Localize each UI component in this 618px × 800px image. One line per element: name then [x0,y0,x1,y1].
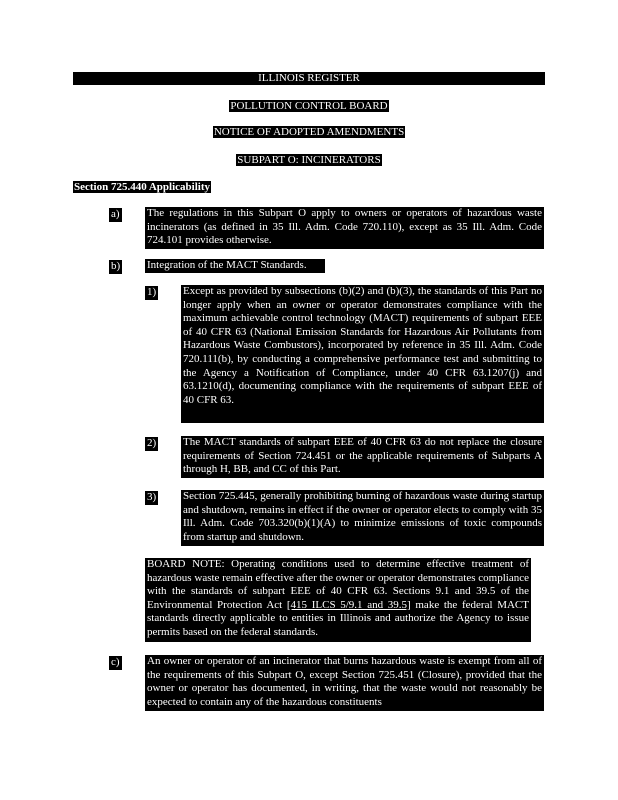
item-b-label: b) [111,260,121,272]
item-b2-text: The MACT standards of subpart EEE of 40 CFR 63 do not replace the closure requirements of Section 724.451 or the applicable requirements of Subparts A through H, BB, and CC of this Part. [181,436,544,478]
item-b1-text: Except as provided by subsections (b)(2) and (b)(3), the standards of this Part no longer apply when an owner or operator demonstrates compliance with the maximum achievable control technology (MACT) requirements of subpart EEE of 40 CFR 63 (National Emission Standards for Hazardous Air Pollutants from Hazardous Waste Combustors), incorporated by reference in 35 Ill. Adm. Code 720.111(b), by conducting a comprehensive performance test and submitting to the Agency a Notification of Compliance, under 40 CFR 63.1207(j) and 63.1210(d), documenting compliance with the requirements of subpart EEE of 40 CFR 63. [181,285,544,423]
item-b3-label: 3) [147,491,157,503]
item-a-text: The regulations in this Subpart O apply to owners or operators of hazardous waste incinerators (as defined in 35 Ill. Adm. Code 720.110), except as 35 Ill. Adm. Code 724.101 provides otherwise. [145,207,544,249]
item-b1-label: 1) [147,286,157,298]
section-title: Section 725.440 Applicability [74,181,210,193]
item-a-label: a) [111,208,120,220]
header-notice-title: NOTICE OF ADOPTED AMENDMENTS [213,126,405,138]
item-b3-text: Section 725.445, generally prohibiting burning of hazardous waste during startup and shutdown, remains in effect if the owner or operator elects to comply with 35 Ill. Adm. Code 703.320(b)(1)(A) to minimize emissions of toxic compounds from startup and shutdown. [181,490,544,546]
item-b2-label: 2) [147,437,157,449]
struck-citation: [415 ILCS 5/9.1 and 39.5] [286,598,411,611]
item-c-label: c) [111,656,120,668]
item-b-text: Integration of the MACT Standards. [145,259,325,273]
item-c-text: An owner or operator of an incinerator that burns hazardous waste is exempt from all of the requirements of this Subpart O, except Section 725.451 (Closure), provided that the owner or operator has documented, in writing, that the waste would not reasonably be expected to contain any of the hazardous constituents [145,655,544,711]
header-register-title: ILLINOIS REGISTER [258,72,360,84]
header-board-name: POLLUTION CONTROL BOARD [230,100,388,112]
board-note: BOARD NOTE: Operating conditions used to determine effective treatment of hazardous waste remain effective after the owner or operator demonstrates compliance with the standards of subpart EEE of 40 CFR 63. Sections 9.1 and 39.5 of the Environmental Protection Act [415 ILCS 5/9.1 and 39.5] make the federal MACT standards directly applicable to entities in Illinois and authorize the Agency to issue permits based on the federal standards. [145,558,531,642]
header-subpart-title: SUBPART O: INCINERATORS [237,154,381,166]
